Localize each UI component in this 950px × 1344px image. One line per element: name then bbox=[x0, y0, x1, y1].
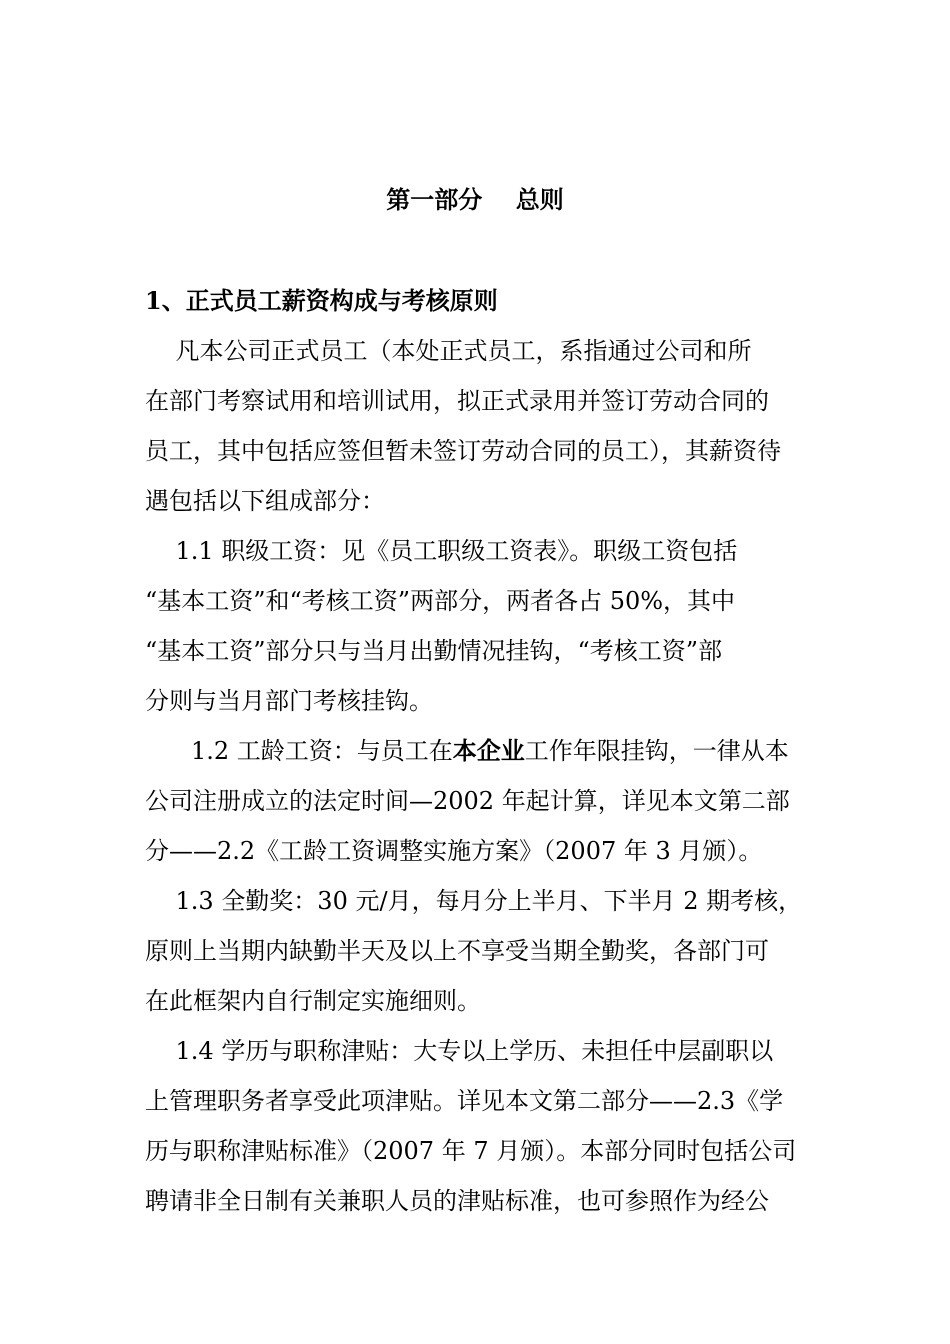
paragraph-line bbox=[191, 733, 789, 769]
text-run: 1.2 工龄工资：与员工在 bbox=[191, 737, 453, 765]
paragraph-line: 1.3 全勤奖：30 元/月，每月分上半月、下半月 2 期考核， bbox=[145, 887, 803, 915]
text-run: 工作年限挂钩，一律从本 bbox=[524, 737, 789, 765]
paragraph-line: 历与职称津贴标准》（2007 年 7 月颁）。本部分同时包括公司 bbox=[145, 1137, 797, 1165]
paragraph-line: 遇包括以下组成部分： bbox=[145, 487, 385, 515]
part-title: 第一部分 总则 bbox=[386, 185, 564, 214]
paragraph-line: 在部门考察试用和培训试用，拟正式录用并签订劳动合同的 bbox=[145, 387, 769, 415]
paragraph-line: 原则上当期内缺勤半天及以上不享受当期全勤奖，各部门可 bbox=[145, 937, 769, 965]
paragraph-line: 员工，其中包括应签但暂未签订劳动合同的员工），其薪资待 bbox=[145, 437, 781, 465]
paragraph-line: 分——2.2《工龄工资调整实施方案》（2007 年 3 月颁）。 bbox=[145, 837, 763, 865]
paragraph-line: 凡本公司正式员工（本处正式员工，系指通过公司和所 bbox=[145, 337, 752, 365]
section-heading: 1、正式员工薪资构成与考核原则 bbox=[145, 286, 498, 315]
emphasized-text: 本企业 bbox=[452, 736, 525, 765]
paragraph-line: 在此框架内自行制定实施细则。 bbox=[145, 987, 481, 1015]
paragraph-line: 1.1 职级工资：见《员工职级工资表》。职级工资包括 bbox=[145, 537, 738, 565]
paragraph-line: 1.4 学历与职称津贴：大专以上学历、未担任中层副职以 bbox=[145, 1037, 774, 1065]
paragraph-line: 分则与当月部门考核挂钩。 bbox=[145, 687, 433, 715]
paragraph-line: 聘请非全日制有关兼职人员的津贴标准，也可参照作为经公 bbox=[145, 1187, 769, 1215]
paragraph-line: 上管理职务者享受此项津贴。详见本文第二部分——2.3《学 bbox=[145, 1087, 784, 1115]
paragraph-line: “基本工资”和“考核工资”两部分，两者各占 50%，其中 bbox=[145, 587, 736, 615]
paragraph-line: “基本工资”部分只与当月出勤情况挂钩，“考核工资”部 bbox=[145, 637, 723, 665]
paragraph-line: 公司注册成立的法定时间—2002 年起计算，详见本文第二部 bbox=[145, 787, 790, 815]
